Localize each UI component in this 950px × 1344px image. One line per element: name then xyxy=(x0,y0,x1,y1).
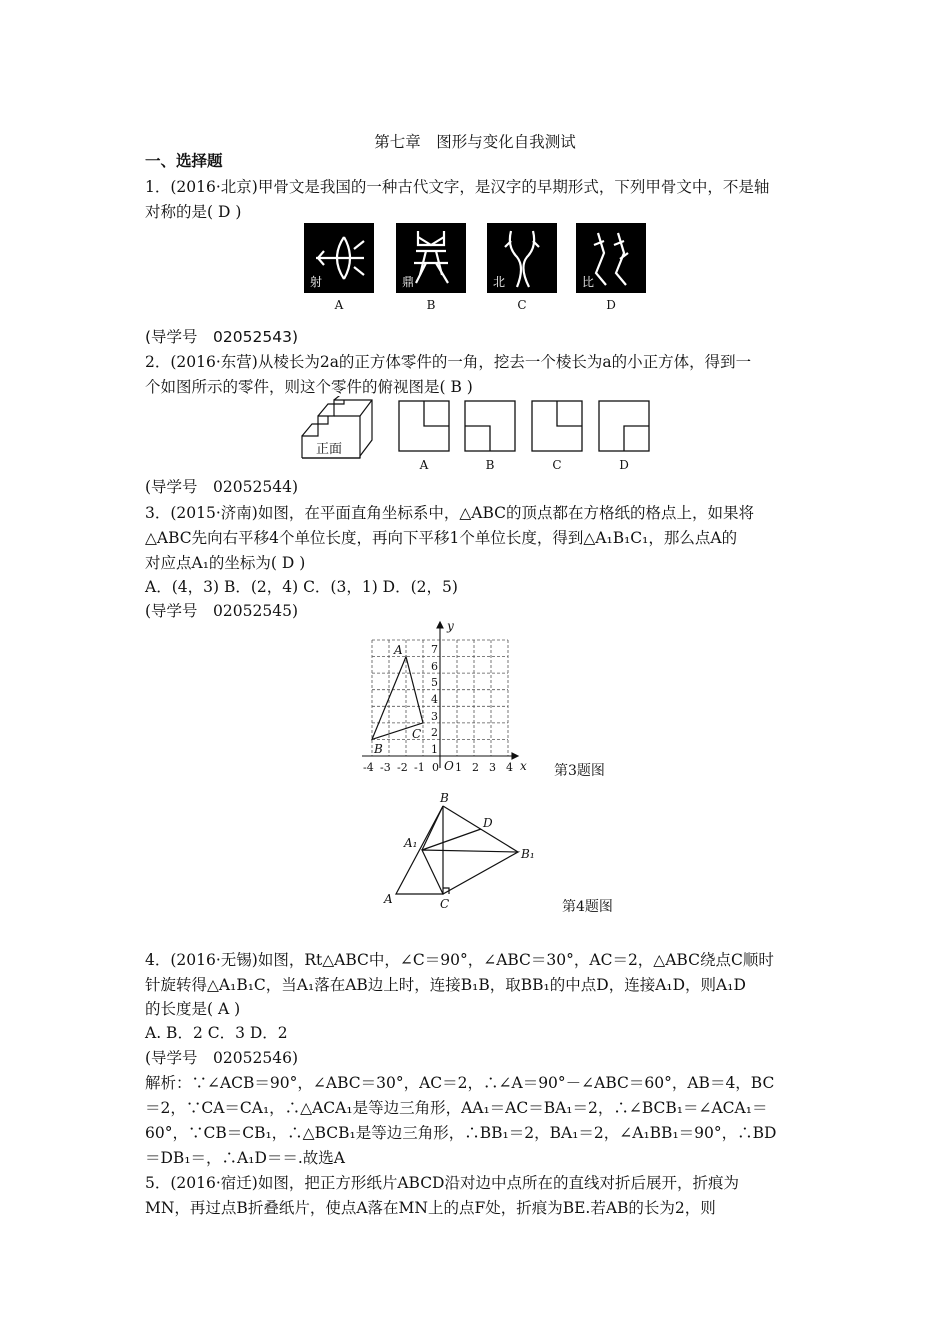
q1-line-1: 1．(2016·北京)甲骨文是我国的一种古代文字，是汉字的早期形式，下列甲骨文中，不是轴 xyxy=(145,178,770,196)
oracle-char-c-label: 北 xyxy=(493,275,506,289)
q4-triangle-a1b1c xyxy=(422,850,518,894)
q2-view-a xyxy=(398,400,450,452)
q4-point-a: A xyxy=(384,892,393,906)
q4-choices: A. B．2 C．3 D．2 xyxy=(145,1024,288,1042)
q3-line-3: 对应点A₁的坐标为( D ) xyxy=(145,554,306,572)
q1-line-2: 对称的是( D ) xyxy=(145,203,242,221)
q2-view-d xyxy=(598,400,650,452)
q3-ytick: 5 xyxy=(431,676,438,689)
q4-point-b1: B₁ xyxy=(521,847,535,861)
q2-front-label: 正面 xyxy=(316,442,343,457)
q2-guide: (导学号 02052544) xyxy=(145,478,298,496)
q1-option-c: C xyxy=(517,298,527,312)
q3-axes xyxy=(362,622,518,768)
q1-option-a: A xyxy=(334,298,344,312)
q4-point-b: B xyxy=(440,791,449,805)
q3-ytick: 2 xyxy=(431,726,438,739)
q3-xtick: 1 xyxy=(455,761,462,774)
oracle-char-a-glyph xyxy=(304,223,374,293)
q3-axis-y-label: y xyxy=(447,619,454,633)
q4-figure-caption: 第4题图 xyxy=(562,899,613,915)
q4-figure xyxy=(380,790,550,920)
q3-guide: (导学号 02052545) xyxy=(145,602,298,620)
q5-line-1: 5．(2016·宿迁)如图，把正方形纸片ABCD沿对边中点所在的直线对折后展开，折痕为 xyxy=(145,1174,739,1192)
oracle-char-a xyxy=(304,223,374,293)
q3-xtick: -4 xyxy=(363,761,374,774)
q2-option-a: A xyxy=(419,458,429,472)
q2-view-b xyxy=(464,400,516,452)
q3-ytick: 7 xyxy=(431,643,438,656)
q3-line-2: △ABC先向右平移4个单位长度，再向下平移1个单位长度，得到△A₁B₁C₁，那么点A的 xyxy=(145,529,738,547)
section-heading: 一、选择题 xyxy=(145,152,223,170)
q3-ytick: 1 xyxy=(431,743,438,756)
q3-ytick: 4 xyxy=(431,693,438,706)
q3-xtick: -2 xyxy=(397,761,408,774)
q4-line-1: 4．(2016·无锡)如图，Rt△ABC中，∠C＝90°，∠ABC＝30°，AC＝2，△ABC绕点C顺时 xyxy=(145,951,774,969)
q1-guide: (导学号 02052543) xyxy=(145,328,298,346)
q3-xtick: -1 xyxy=(414,761,425,774)
q3-xtick: 4 xyxy=(506,761,513,774)
q4-point-c: C xyxy=(440,897,450,911)
q2-line-2: 个如图所示的零件，则这个零件的俯视图是( B ) xyxy=(145,378,473,396)
q4-solution-4: ＝DB₁＝，∴A₁D＝＝.故选A xyxy=(145,1149,345,1167)
q3-ytick: 3 xyxy=(431,710,438,723)
q4-point-a1: A₁ xyxy=(404,836,418,850)
q2-option-b: B xyxy=(485,458,495,472)
q4-solution-2: ＝2，∵CA＝CA₁，∴△ACA₁是等边三角形，AA₁＝AC＝BA₁＝2，∴∠BCB₁＝∠ACA₁＝ xyxy=(145,1099,768,1117)
oracle-char-a-label: 射 xyxy=(310,275,323,289)
q4-solution-1: 解析：∵∠ACB＝90°，∠ABC＝30°，AC＝2，∴∠A＝90°－∠ABC＝60°，AB＝4，BC xyxy=(145,1074,775,1092)
oracle-char-d-glyph xyxy=(576,223,646,293)
q2-option-d: D xyxy=(619,458,629,472)
q3-xtick: -3 xyxy=(380,761,391,774)
q3-xtick: 2 xyxy=(472,761,479,774)
oracle-char-c xyxy=(487,223,557,293)
q1-option-b: B xyxy=(426,298,436,312)
q3-point-a: A xyxy=(394,643,403,657)
q2-option-c: C xyxy=(552,458,562,472)
page-title: 第七章 图形与变化自我测试 xyxy=(374,133,576,151)
q3-line-1: 3．(2015·济南)如图，在平面直角坐标系中，△ABC的顶点都在方格纸的格点上，如果将 xyxy=(145,504,754,522)
q4-line-3: 的长度是( A ) xyxy=(145,1000,241,1018)
q3-xtick: 3 xyxy=(489,761,496,774)
q3-grid-figure xyxy=(356,618,556,778)
q3-axis-x-label: x xyxy=(520,759,527,773)
oracle-char-b xyxy=(396,223,466,293)
q2-line-1: 2．(2016·东营)从棱长为2a的正方体零件的一角，挖去一个棱长为a的小正方体，得到一 xyxy=(145,353,752,371)
q5-line-2: MN，再过点B折叠纸片，使点A落在MN上的点F处，折痕为BE.若AB的长为2，则 xyxy=(145,1199,716,1217)
q3-origin: O xyxy=(444,759,454,773)
q4-line-2: 针旋转得△A₁B₁C，当A₁落在AB边上时，连接B₁B，取BB₁的中点D，连接A₁D，则A₁D xyxy=(145,976,746,994)
q3-point-b: B xyxy=(374,742,383,756)
q2-part-figure xyxy=(300,396,380,462)
q3-ytick: 6 xyxy=(431,660,438,673)
q3-figure-caption: 第3题图 xyxy=(554,763,605,779)
oracle-char-d xyxy=(576,223,646,293)
oracle-char-b-label: 鼎 xyxy=(402,275,415,289)
q2-view-c xyxy=(531,400,583,452)
q4-point-d: D xyxy=(483,816,493,830)
q3-choices: A．(4，3) B．(2，4) C．(3，1) D．(2，5) xyxy=(145,578,458,596)
q4-guide: (导学号 02052546) xyxy=(145,1049,298,1067)
q3-xtick: 0 xyxy=(432,761,439,774)
oracle-char-b-glyph xyxy=(396,223,466,293)
q1-option-d: D xyxy=(606,298,616,312)
q3-point-c: C xyxy=(412,727,422,741)
oracle-char-c-glyph xyxy=(487,223,557,293)
oracle-char-d-label: 比 xyxy=(582,275,595,289)
q4-solution-3: 60°，∵CB＝CB₁，∴△BCB₁是等边三角形，∴BB₁＝2，BA₁＝2，∠A₁BB₁＝90°，∴BD xyxy=(145,1124,777,1142)
